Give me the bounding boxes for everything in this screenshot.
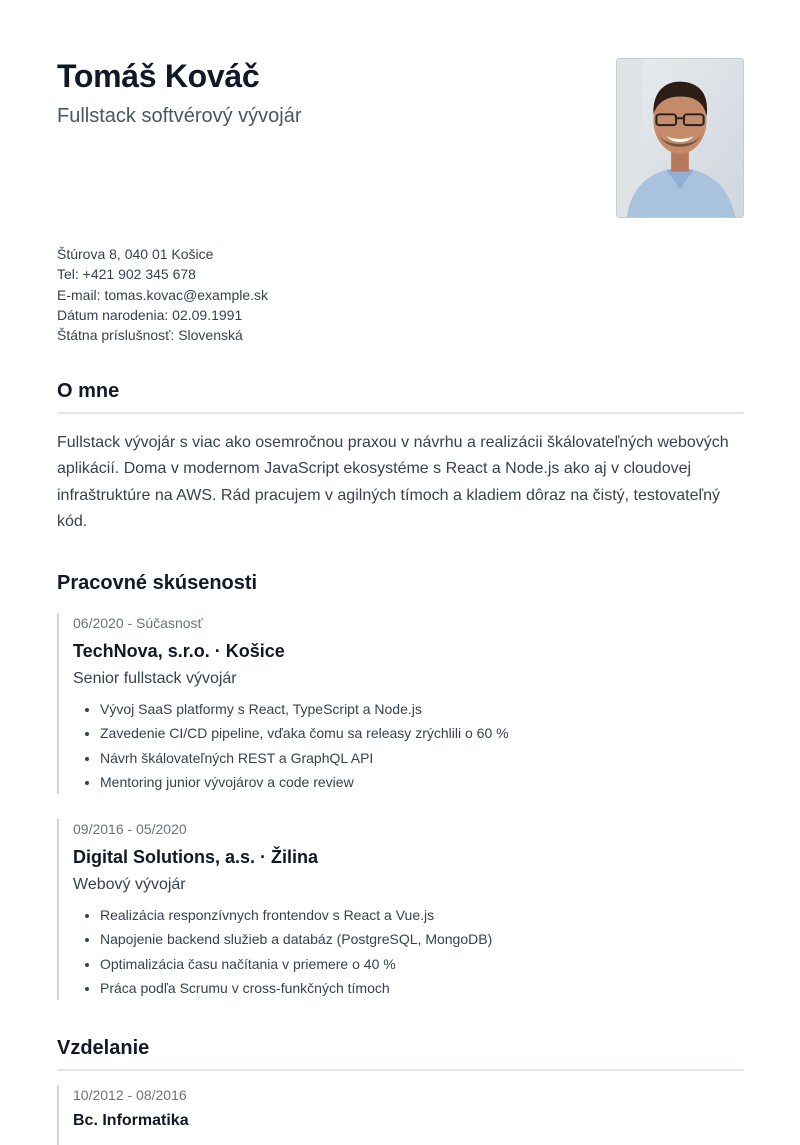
job-date: 09/2016 - 05/2020 <box>73 821 187 837</box>
portrait-image <box>617 59 743 217</box>
contact-nationality: Štátna príslušnosť: Slovenská <box>57 327 243 344</box>
contact-email: E-mail: tomas.kovac@example.sk <box>57 286 269 303</box>
education-date: 10/2012 - 08/2016 <box>73 1087 187 1103</box>
job-item: • Návrh škálovateľných REST a GraphQL API <box>100 746 744 770</box>
job-item: • Zavedenie CI/CD pipeline, vďaka čomu sa releasy zrýchlili o 60 % <box>100 721 744 745</box>
about-text: Fullstack vývojár s viac ako osemročnou praxou v návrhu a realizácii škálovateľných webových aplikácií. Doma v modernom JavaScript ekosystéme s React a Node.js ako aj v cloudovej infraštruktúre na AWS. Rád pracujem v agilných tímoch a kladiem dôraz na čistý, testovateľný kód. <box>57 434 729 530</box>
experience-title: Pracovné skúsenosti <box>57 572 258 594</box>
about-section-header <box>57 379 744 414</box>
education-title: Vzdelanie <box>57 1037 150 1059</box>
education-degree: Bc. Informatika <box>73 1112 189 1129</box>
job-item: • Napojenie backend služieb a databáz (PostgreSQL, MongoDB) <box>100 927 744 951</box>
person-role: Fullstack softvérový vývojár <box>57 105 302 127</box>
contact-info <box>57 244 268 345</box>
job-entry <box>57 819 744 1000</box>
job-responsibilities <box>73 697 744 794</box>
job-item: • Optimalizácia času načítania v priemere o 40 % <box>100 952 744 976</box>
job-item: • Vývoj SaaS platformy s React, TypeScript a Node.js <box>100 697 744 721</box>
contact-birth-date: Dátum narodenia: 02.09.1991 <box>57 306 243 323</box>
cv-header <box>57 0 744 240</box>
job-position: Webový vývojár <box>73 876 186 893</box>
education-section-header <box>57 1036 744 1071</box>
section-divider <box>57 412 744 414</box>
experience-section-header <box>57 571 257 595</box>
job-responsibilities <box>73 903 744 1000</box>
job-company: TechNova, s.r.o. · Košice <box>73 641 285 661</box>
cv-page <box>57 0 744 1129</box>
job-company: Digital Solutions, a.s. · Žilina <box>73 847 319 867</box>
job-item: • Realizácia responzívnych frontendov s React a Vue.js <box>100 903 744 927</box>
job-position: Senior fullstack vývojár <box>73 670 237 687</box>
person-name: Tomáš Kováč <box>57 58 260 94</box>
contact-address: Štúrova 8, 040 01 Košice <box>57 246 214 262</box>
contact-phone: Tel: +421 902 345 678 <box>57 266 196 283</box>
job-item: • Práca podľa Scrumu v cross-funkčných tímoch <box>100 976 744 1000</box>
profile-photo <box>616 58 744 218</box>
section-divider <box>57 1069 744 1071</box>
about-title: O mne <box>57 380 120 402</box>
education-entry <box>57 1085 744 1145</box>
job-entry <box>57 613 744 794</box>
job-date: 06/2020 - Súčasnosť <box>73 615 203 631</box>
job-item: • Mentoring junior vývojárov a code review <box>100 770 744 794</box>
